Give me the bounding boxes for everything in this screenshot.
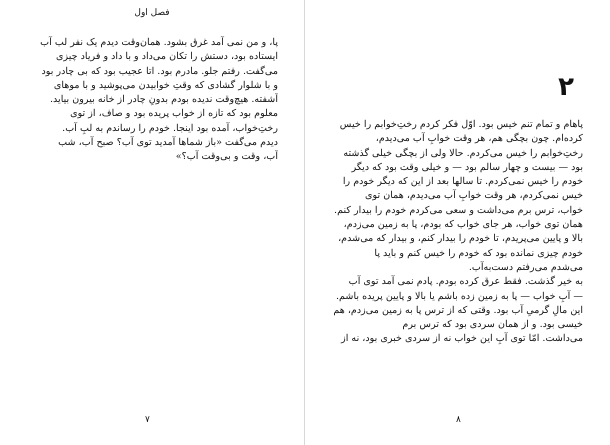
left-paragraph [28, 36, 278, 165]
text-line: می‌داشت. امّا توی آبِ این خواب نه از سردی خبری بود، نه از [341, 333, 583, 345]
text-line: بود — بیست و چهار سالم بود — و خیلی وقت بود که دیگر [351, 161, 583, 173]
text-line: این مالِ گرمیِ آب بود. وقتی که از ترس پا به زمین می‌زدم، هم [333, 304, 583, 316]
text-line: بالا و پایین می‌پریدم، تا خودم را بیدار کنم، و بیدار که می‌شدم، [338, 233, 583, 245]
text-line: پا، و من نمی آمد غرق بشود. همان‌وقت دیدم یک نفر لب آب [40, 37, 278, 48]
text-line: معلوم بود که تازه از خواب پریده بود و صاف، از توی [70, 108, 278, 120]
text-line: آب، وقت و بی‌وقت آب؟» [175, 151, 278, 163]
running-head: فصل اول [134, 8, 170, 18]
text-line: ایستاده بود، دستش را تکان می‌داد و با داد و فریاد چیزی [55, 51, 278, 63]
text-line: می‌گفت. رفتم جلو. مادرم بود. اتا عجیب بود که بی چادر بود [41, 65, 278, 77]
paragraph-2 [333, 275, 583, 346]
text-line: کرده‌ام. چون بچگی هم، هر وقت خوابِ آب می‌دیدم، [375, 133, 583, 145]
text-line: رختِ‌خواب، آمده بود اینجا. خودم را رساندم به لبِ آب. [62, 122, 278, 134]
text-line: پاهام و تمام تنم خیس بود. اوّل فکر کردم رختِ‌خوابم را خیس [339, 119, 583, 130]
page-number: ۸ [456, 415, 461, 425]
text-line: خودم چیزی نمانده بود که خودم را خیس کنم و باید پا [374, 247, 583, 259]
left-page-text [28, 36, 278, 165]
chapter-number: ۲ [558, 72, 574, 102]
text-line: — آبِ خواب — پا به زمین زده باشم یا بالا و پایین پریده باشم. [335, 290, 583, 302]
text-line: و با شلوار گشادی که وقتِ خوابیدن می‌پوشید و با موهای [53, 79, 278, 91]
text-line: به خیر گذشت. فقط عرق کرده بودم. پادم نمی آمد توی آب [348, 276, 583, 288]
paragraph-1 [333, 118, 583, 275]
right-page-text [333, 118, 583, 347]
text-line: آشفته. هیچ‌وقت ندیده بودم بدونِ چادر از خانه بیرون بیاید. [49, 94, 278, 106]
text-line: خیسی بود. و از همان سردی بود که ترس برم [402, 319, 583, 331]
right-page [305, 0, 610, 445]
text-line: می‌شدم می‌رفتم دست‌به‌آب. [468, 261, 583, 273]
text-line: خودم را خیس نمی‌کردم. تا سالها بعد از این که دیگر خودم را [342, 176, 583, 188]
text-line: خواب، ترس برم می‌داشت و سعی می‌کردم خودم را بیدار کنم. [334, 204, 583, 216]
text-line: همان توی خواب، هر جای خواب که بودم، پا به زمین می‌زدم، [343, 219, 583, 231]
text-line: دیدم می‌گفت «باز شماها آمدید توی آب؟ صبح آب، شب [58, 137, 278, 149]
text-line: رختِ‌خوابم را خیس می‌کردم. حالا ولی از بچگی خیلی گذشته [343, 147, 583, 159]
text-line: خیس نمی‌کردم، هر وقت خوابِ آب می‌دیدم، همان توی [365, 190, 583, 202]
page-number: ۷ [145, 415, 150, 425]
